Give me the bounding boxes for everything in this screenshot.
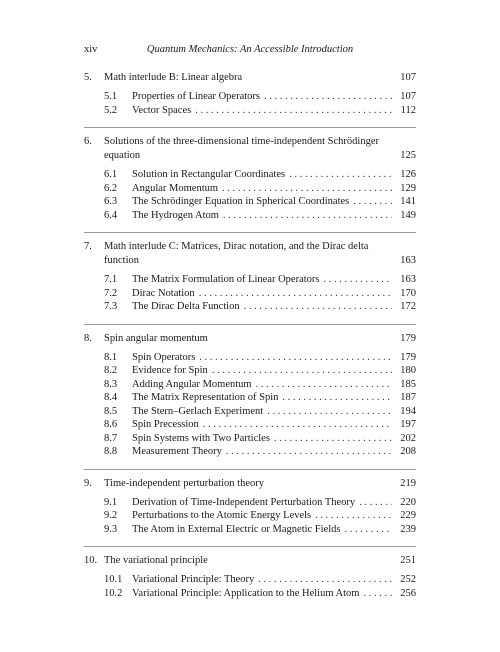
- chapter-page-number: 179: [400, 332, 416, 344]
- toc-section-entry[interactable]: [84, 300, 416, 314]
- section-page-number: 252: [400, 574, 416, 585]
- section-title: Vector Spaces: [132, 104, 192, 116]
- chapter-title: Time-independent perturbation theory: [104, 477, 264, 489]
- toc-section-entry[interactable]: [84, 104, 416, 118]
- section-page-number: 197: [400, 419, 416, 430]
- section-title: The Hydrogen Atom: [132, 209, 219, 221]
- dot-leader: [263, 405, 392, 419]
- section-page-number: 172: [400, 301, 416, 312]
- dot-leader: [252, 378, 392, 392]
- dot-leader: [208, 364, 392, 378]
- dot-leader: [191, 104, 392, 118]
- section-title: Evidence for Spin: [132, 365, 208, 376]
- section-list: [84, 90, 416, 117]
- chapter-heading-row[interactable]: [84, 71, 416, 85]
- dot-leader: [260, 90, 392, 104]
- chapter-page-number: 163: [400, 255, 416, 266]
- toc-section-entry[interactable]: [84, 168, 416, 182]
- section-title: Spin Operators: [132, 351, 196, 363]
- toc-chapter: [84, 71, 416, 127]
- chapter-page-number: 219: [400, 477, 416, 489]
- toc-section-entry[interactable]: [84, 195, 416, 209]
- section-title: The Matrix Representation of Spin: [132, 392, 279, 403]
- chapter-number: 5.: [84, 72, 92, 83]
- chapter-page-number: 125: [400, 150, 416, 161]
- header-page-number: xiv: [84, 44, 98, 55]
- toc-section-entry[interactable]: [84, 391, 416, 405]
- dot-leader: [218, 182, 392, 196]
- toc-section-entry[interactable]: [84, 364, 416, 378]
- section-title: Derivation of Time-Independent Perturbation Theory: [132, 496, 356, 508]
- running-header: [84, 44, 416, 58]
- toc-section-entry[interactable]: [84, 445, 416, 459]
- section-page-number: 202: [400, 432, 416, 444]
- chapter-title: The variational principle: [104, 555, 208, 566]
- chapter-title: Math interlude C: Matrices, Dirac notation, and the Dirac delta function: [104, 241, 369, 266]
- section-title: Dirac Notation: [132, 287, 195, 299]
- section-page-number: 129: [400, 182, 416, 194]
- section-number: 6.2: [104, 182, 118, 194]
- section-number: 7.2: [104, 287, 118, 299]
- section-number: 10.2: [104, 587, 123, 599]
- chapter-title: Spin angular momentum: [104, 332, 208, 344]
- section-title: The Stern–Gerlach Experiment: [132, 405, 264, 417]
- dot-leader: [254, 573, 392, 587]
- chapter-number: 9.: [84, 477, 92, 489]
- section-title: Perturbations to the Atomic Energy Levels: [132, 510, 312, 521]
- section-number: 8.1: [104, 351, 118, 363]
- section-page-number: 220: [400, 496, 416, 508]
- section-number: 7.3: [104, 301, 118, 312]
- toc-section-entry[interactable]: [84, 432, 416, 446]
- dot-leader: [349, 195, 392, 209]
- dot-leader: [278, 391, 392, 405]
- section-number: 8.6: [104, 419, 118, 430]
- dot-leader: [359, 587, 392, 601]
- dot-leader: [240, 300, 392, 314]
- section-list: [84, 496, 416, 537]
- section-page-number: 229: [400, 510, 416, 521]
- header-book-title: Quantum Mechanics: An Accessible Introduction: [146, 44, 354, 55]
- section-title: The Atom in External Electric or Magnetic Fields: [132, 523, 341, 535]
- section-title: Angular Momentum: [132, 182, 219, 194]
- toc-section-entry[interactable]: [84, 209, 416, 223]
- chapter-page-number: 251: [400, 555, 416, 566]
- section-title: Spin Systems with Two Particles: [132, 432, 270, 444]
- section-page-number: 256: [400, 587, 416, 599]
- toc-chapter: [84, 546, 416, 610]
- section-page-number: 163: [400, 274, 416, 285]
- chapter-heading-row[interactable]: [84, 332, 416, 346]
- section-page-number: 107: [400, 91, 416, 102]
- section-list: [84, 573, 416, 600]
- section-page-number: 239: [400, 523, 416, 535]
- toc-chapter: [84, 127, 416, 232]
- toc-section-entry[interactable]: [84, 509, 416, 523]
- dot-leader: [285, 168, 392, 182]
- section-number: 10.1: [104, 574, 123, 585]
- section-page-number: 187: [400, 392, 416, 403]
- section-title: Properties of Linear Operators: [132, 91, 260, 102]
- section-title: Measurement Theory: [132, 446, 222, 457]
- chapter-heading-row[interactable]: [84, 554, 416, 568]
- section-list: [84, 351, 416, 459]
- section-number: 6.1: [104, 169, 118, 180]
- section-title: Spin Precession: [132, 419, 199, 430]
- chapter-number: 7.: [84, 241, 92, 252]
- section-number: 5.1: [104, 91, 118, 102]
- dot-leader: [195, 351, 392, 365]
- section-page-number: 208: [400, 446, 416, 457]
- chapter-heading-row[interactable]: [84, 135, 416, 163]
- chapter-heading-row[interactable]: [84, 477, 416, 491]
- toc-section-entry[interactable]: [84, 405, 416, 419]
- section-title: Variational Principle: Application to the Helium Atom: [132, 587, 360, 599]
- section-number: 7.1: [104, 274, 118, 285]
- section-page-number: 180: [400, 365, 416, 376]
- chapter-title: Solutions of the three-dimensional time-independent Schrödinger equation: [104, 136, 379, 161]
- toc-section-entry[interactable]: [84, 496, 416, 510]
- section-page-number: 179: [400, 351, 416, 363]
- section-list: [84, 168, 416, 222]
- chapter-number: 6.: [84, 136, 92, 147]
- toc-section-entry[interactable]: [84, 587, 416, 601]
- section-title: Variational Principle: Theory: [132, 574, 255, 585]
- table-of-contents: [84, 71, 416, 610]
- chapter-page-number: 107: [400, 72, 416, 83]
- chapter-number: 10.: [84, 555, 98, 566]
- section-page-number: 112: [400, 104, 416, 116]
- dot-leader: [340, 523, 392, 537]
- toc-section-entry[interactable]: [84, 418, 416, 432]
- section-number: 8.8: [104, 446, 118, 457]
- chapter-heading-row[interactable]: [84, 240, 416, 268]
- section-title: The Schrödinger Equation in Spherical Coordinates: [132, 196, 350, 207]
- toc-chapter: [84, 469, 416, 547]
- section-number: 9.3: [104, 523, 118, 535]
- section-number: 6.3: [104, 196, 118, 207]
- dot-leader: [311, 509, 392, 523]
- section-page-number: 149: [400, 209, 416, 221]
- toc-chapter: [84, 324, 416, 469]
- section-number: 9.1: [104, 496, 118, 508]
- toc-section-entry[interactable]: [84, 287, 416, 301]
- toc-section-entry[interactable]: [84, 573, 416, 587]
- section-number: 8.5: [104, 405, 118, 417]
- toc-chapter: [84, 232, 416, 324]
- section-number: 8.4: [104, 392, 118, 403]
- dot-leader: [195, 287, 392, 301]
- section-page-number: 170: [400, 287, 416, 299]
- chapter-title: Math interlude B: Linear algebra: [104, 72, 243, 83]
- section-number: 9.2: [104, 510, 118, 521]
- section-title: Solution in Rectangular Coordinates: [132, 169, 286, 180]
- toc-section-entry[interactable]: [84, 351, 416, 365]
- section-page-number: 185: [400, 378, 416, 390]
- dot-leader: [219, 209, 392, 223]
- toc-section-entry[interactable]: [84, 523, 416, 537]
- dot-leader: [222, 445, 392, 459]
- section-number: 6.4: [104, 209, 118, 221]
- dot-leader: [270, 432, 392, 446]
- section-number: 8.2: [104, 365, 118, 376]
- dot-leader: [199, 418, 392, 432]
- section-list: [84, 273, 416, 314]
- section-title: Adding Angular Momentum: [132, 378, 252, 390]
- section-number: 8.7: [104, 432, 118, 444]
- section-number: 8.3: [104, 378, 118, 390]
- toc-section-entry[interactable]: [84, 90, 416, 104]
- section-page-number: 194: [400, 405, 416, 417]
- toc-section-entry[interactable]: [84, 378, 416, 392]
- section-page-number: 141: [400, 196, 416, 207]
- section-page-number: 126: [400, 169, 416, 180]
- section-title: The Matrix Formulation of Linear Operators: [132, 274, 320, 285]
- dot-leader: [355, 496, 392, 510]
- dot-leader: [320, 273, 393, 287]
- section-number: 5.2: [104, 104, 118, 116]
- toc-section-entry[interactable]: [84, 273, 416, 287]
- toc-section-entry[interactable]: [84, 182, 416, 196]
- chapter-number: 8.: [84, 332, 92, 344]
- section-title: The Dirac Delta Function: [132, 301, 240, 312]
